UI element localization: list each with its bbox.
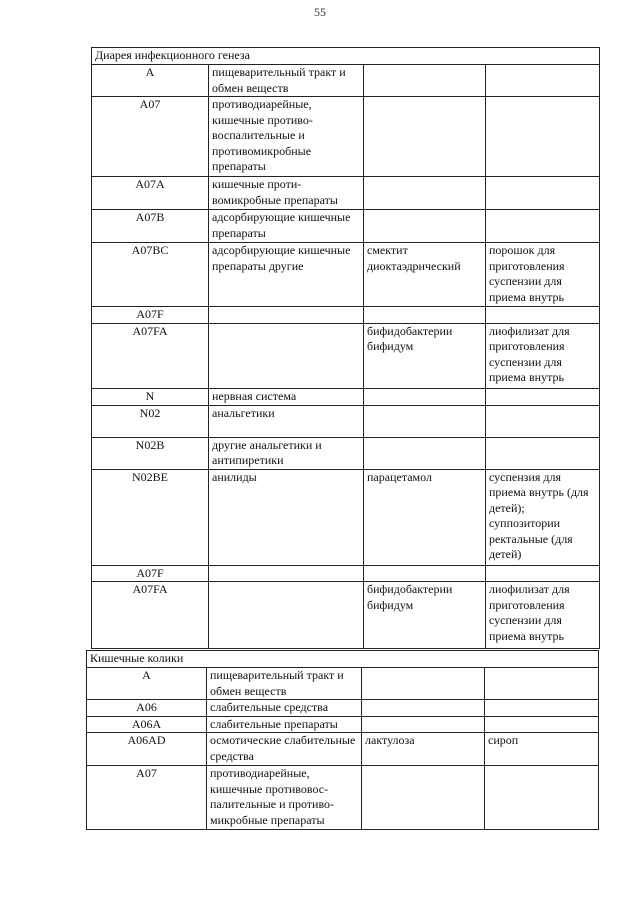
dosage-form	[486, 65, 600, 97]
active-substance	[364, 565, 486, 582]
dosage-form: лиофилизат для приготовления суспензии для приема внутрь	[486, 582, 600, 649]
atc-code: A07F	[92, 307, 209, 324]
section-title: Кишечные колики	[87, 651, 599, 668]
table-row	[92, 243, 600, 307]
active-substance: парацетамол	[364, 469, 486, 565]
table-row	[87, 716, 599, 733]
pharmacological-group: противодиарейные, кишечные противовос-палительные и противо-микробные препараты	[207, 766, 362, 830]
atc-code: A07FA	[92, 323, 209, 388]
atc-code: A06	[87, 700, 207, 717]
atc-code: A07BC	[92, 243, 209, 307]
active-substance: бифидобактерии бифидум	[364, 582, 486, 649]
dosage-form	[485, 668, 599, 700]
atc-code: N02B	[92, 437, 209, 469]
table-row	[92, 469, 600, 565]
table-row	[92, 97, 600, 177]
table-row	[92, 437, 600, 469]
dosage-form	[486, 177, 600, 210]
dosage-form	[486, 307, 600, 324]
dosage-form: суспензия для приема внутрь (для детей); суппозитории ректальные (для детей)	[486, 469, 600, 565]
dosage-form	[485, 766, 599, 830]
pharmacological-group: адсорбирующие кишечные препараты другие	[209, 243, 364, 307]
dosage-form	[486, 388, 600, 405]
active-substance	[364, 210, 486, 243]
active-substance	[364, 388, 486, 405]
pharmacological-group: другие анальгетики и антипиретики	[209, 437, 364, 469]
dosage-form	[486, 437, 600, 469]
pharmacological-group: слабительные препараты	[207, 716, 362, 733]
intestinal-colic-drug-table	[86, 650, 599, 830]
pharmacological-group	[209, 565, 364, 582]
table-row	[92, 388, 600, 405]
table-row	[92, 307, 600, 324]
atc-code: A07	[87, 766, 207, 830]
active-substance	[362, 716, 485, 733]
pharmacological-group: анилиды	[209, 469, 364, 565]
atc-code: A07B	[92, 210, 209, 243]
pharmacological-group: пищеварительный тракт и обмен веществ	[207, 668, 362, 700]
active-substance	[364, 405, 486, 437]
dosage-form	[485, 716, 599, 733]
dosage-form	[486, 565, 600, 582]
pharmacological-group: пищеварительный тракт и обмен веществ	[209, 65, 364, 97]
atc-code: N	[92, 388, 209, 405]
table-row	[87, 733, 599, 766]
table-row	[87, 700, 599, 717]
atc-code: A06A	[87, 716, 207, 733]
atc-code: A	[87, 668, 207, 700]
active-substance: смектит диоктаэдрический	[364, 243, 486, 307]
table-row	[92, 405, 600, 437]
section-header-row	[92, 48, 600, 65]
active-substance	[364, 65, 486, 97]
active-substance	[362, 766, 485, 830]
pharmacological-group: осмотические слабительные средства	[207, 733, 362, 766]
active-substance	[364, 437, 486, 469]
table-row	[92, 565, 600, 582]
atc-code: N02BE	[92, 469, 209, 565]
table-row	[87, 668, 599, 700]
dosage-form: лиофилизат для приготовления суспензии для приема внутрь	[486, 323, 600, 388]
pharmacological-group	[209, 323, 364, 388]
atc-code: N02	[92, 405, 209, 437]
active-substance	[362, 668, 485, 700]
pharmacological-group	[209, 307, 364, 324]
table-row	[87, 766, 599, 830]
dosage-form	[486, 210, 600, 243]
table-row	[92, 323, 600, 388]
atc-code: A07F	[92, 565, 209, 582]
dosage-form	[486, 97, 600, 177]
pharmacological-group: слабительные средства	[207, 700, 362, 717]
atc-code: A07FA	[92, 582, 209, 649]
pharmacological-group: нервная система	[209, 388, 364, 405]
atc-code: A06AD	[87, 733, 207, 766]
pharmacological-group	[209, 582, 364, 649]
page-number: 55	[314, 5, 326, 19]
pharmacological-group: адсорбирующие кишечные препараты	[209, 210, 364, 243]
atc-code: A07	[92, 97, 209, 177]
pharmacological-group: кишечные проти-вомикробные препараты	[209, 177, 364, 210]
table-row	[92, 177, 600, 210]
atc-code: A	[92, 65, 209, 97]
dosage-form	[486, 405, 600, 437]
section-title: Диарея инфекционного генеза	[92, 48, 600, 65]
table-row	[92, 210, 600, 243]
section-header-row	[87, 651, 599, 668]
dosage-form: порошок для приготовления суспензии для приема внутрь	[486, 243, 600, 307]
active-substance	[364, 97, 486, 177]
atc-code: A07A	[92, 177, 209, 210]
table-row	[92, 65, 600, 97]
pharmacological-group: анальгетики	[209, 405, 364, 437]
dosage-form: сироп	[485, 733, 599, 766]
diarrhea-drug-table	[91, 47, 600, 649]
active-substance	[362, 700, 485, 717]
active-substance	[364, 177, 486, 210]
pharmacological-group: противодиарейные, кишечные противо-воспалительные и противомикробные препараты	[209, 97, 364, 177]
active-substance: лактулоза	[362, 733, 485, 766]
dosage-form	[485, 700, 599, 717]
active-substance	[364, 307, 486, 324]
table-row	[92, 582, 600, 649]
active-substance: бифидобактерии бифидум	[364, 323, 486, 388]
